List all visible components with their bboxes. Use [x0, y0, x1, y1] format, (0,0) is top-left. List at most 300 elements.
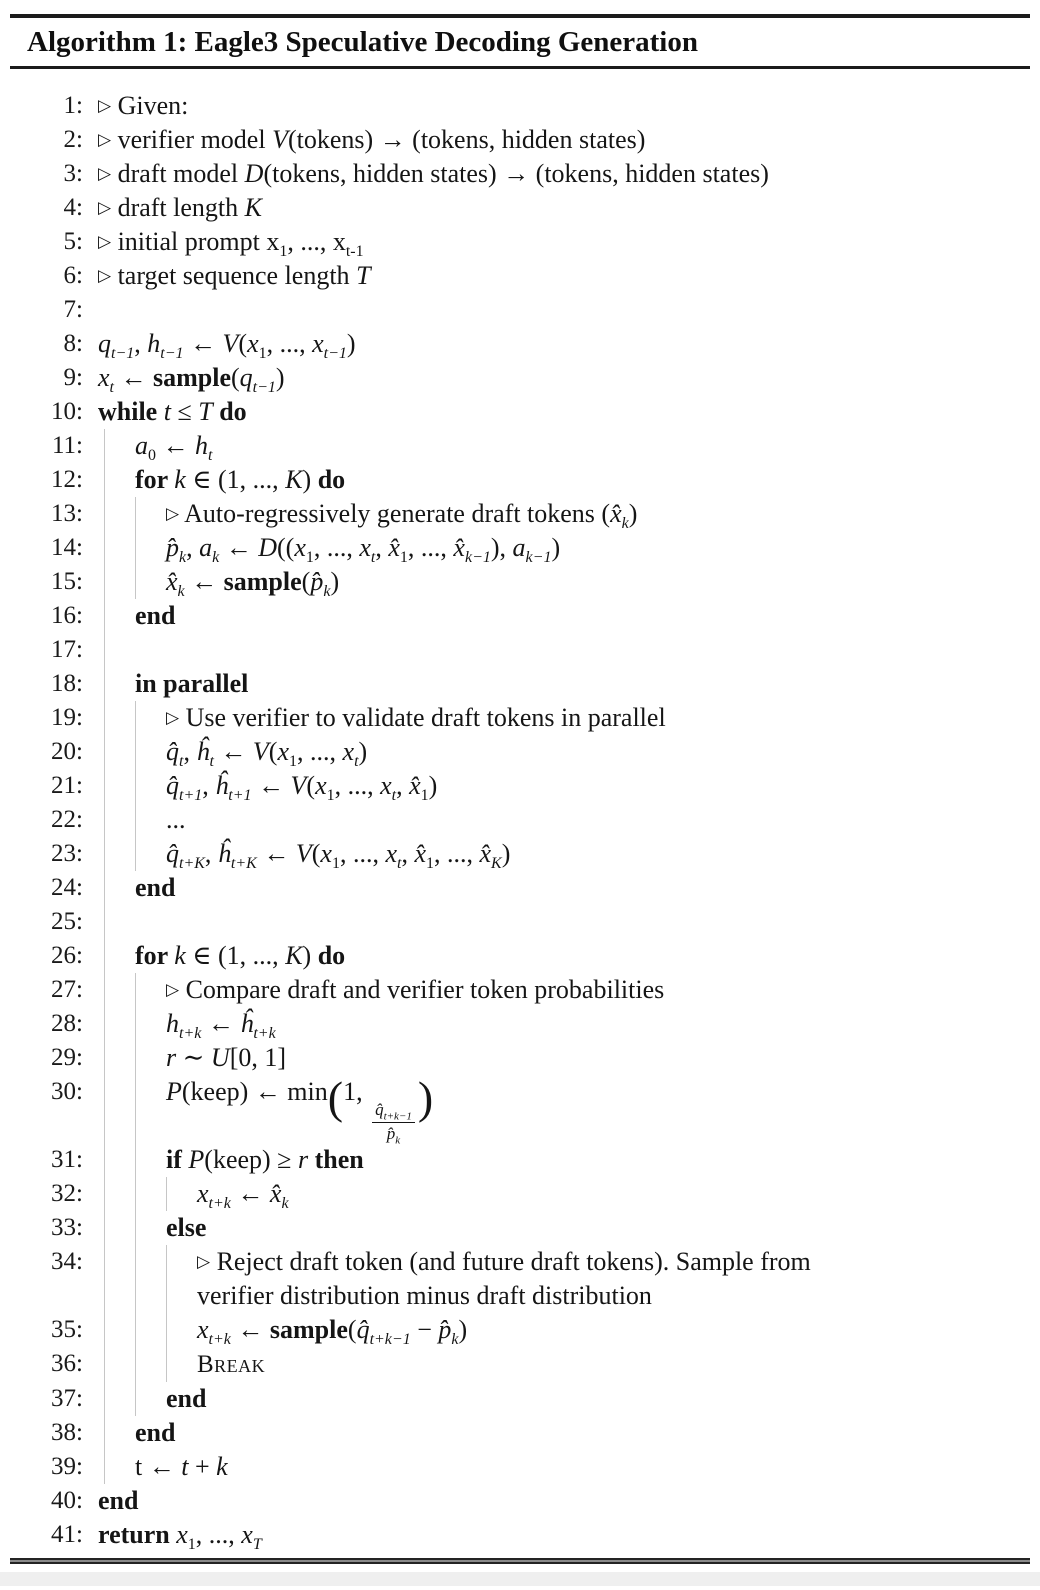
algorithm-line: [10, 531, 1030, 565]
algorithm-line: [10, 225, 1030, 259]
code-text: (: [311, 839, 321, 868]
keyword: then: [308, 1145, 364, 1175]
code-text: t-1: [345, 243, 364, 261]
indent-rule: [104, 769, 135, 803]
code-text: T: [356, 261, 371, 290]
line-number: 21:: [51, 772, 83, 799]
code-text: ,: [186, 533, 200, 562]
line-content: [135, 463, 1030, 497]
line-number: 29:: [51, 1044, 83, 1071]
code-text: ): [551, 533, 561, 562]
line-content: [166, 769, 1030, 803]
code-text: ,: [375, 533, 389, 562]
line-number: 39:: [51, 1453, 83, 1481]
line-content: [98, 293, 1030, 327]
line-number: 23:: [51, 840, 83, 867]
code-text: k: [177, 583, 185, 601]
line-content: [98, 395, 1030, 429]
code-text: q: [98, 329, 111, 358]
indent-rule: [166, 1313, 197, 1347]
indent-rule: [166, 1245, 197, 1313]
code-text: , ..., x: [287, 227, 346, 256]
line-content: [135, 1416, 1030, 1450]
line-content: [166, 1072, 1030, 1146]
line-number: 20:: [51, 738, 83, 765]
algorithm-line: [10, 769, 1030, 803]
code-text: 1: [326, 787, 335, 805]
code-text: t+k: [253, 1025, 276, 1043]
line-content: [135, 871, 1030, 905]
code-text: ): [417, 1072, 434, 1123]
code-text: V: [295, 839, 312, 868]
keyword: end: [98, 1486, 139, 1516]
line-content: [166, 1382, 1030, 1416]
line-content: [135, 429, 1030, 463]
indent-rule: [104, 735, 135, 769]
code-text: ): [358, 737, 368, 766]
code-text: x: [312, 329, 324, 358]
code-text: ĥ: [196, 737, 210, 766]
line-content: [197, 1347, 1030, 1382]
comment-marker-icon: ▷: [98, 96, 112, 115]
code-text: r: [166, 1043, 177, 1072]
algorithm-line: [10, 803, 1030, 837]
code-text: (: [301, 567, 311, 596]
code-text: h: [195, 431, 208, 460]
code-text: k: [179, 549, 187, 567]
line-number: 11:: [51, 432, 83, 459]
code-text: r: [297, 1145, 309, 1175]
code-text: t: [397, 855, 402, 873]
indent-rule: [135, 1245, 166, 1313]
indent-rule: [104, 1245, 135, 1313]
code-text: (keep) ≥: [204, 1145, 298, 1175]
indent-rule: [104, 837, 135, 871]
code-text: t−1: [323, 345, 347, 363]
indent-rule: [104, 1041, 135, 1075]
fraction: [372, 1100, 415, 1146]
code-text: q̂: [166, 771, 179, 800]
code-text: ∈ (1, ...,: [185, 941, 286, 970]
code-text: t−1: [160, 345, 184, 363]
line-content: [135, 599, 1030, 633]
code-text: K: [244, 193, 262, 222]
algorithm-line: [10, 905, 1030, 939]
indent-rule: [104, 1416, 135, 1450]
code-text: t+k: [208, 1331, 231, 1349]
line-content: [98, 157, 1030, 191]
indent-rule: [166, 1177, 197, 1211]
code-text: x: [315, 771, 327, 800]
code-text: p̂: [166, 533, 179, 562]
line-number: 10:: [51, 398, 83, 425]
code-text: [0, 1]: [229, 1043, 287, 1072]
line-content: [166, 837, 1030, 871]
code-text: (: [327, 1072, 344, 1123]
code-text: q̂: [166, 839, 179, 868]
line-number: 25:: [51, 908, 83, 935]
code-text: ←: [230, 1315, 270, 1345]
algorithm-line: [10, 361, 1030, 395]
code-text: x: [197, 1179, 209, 1209]
code-text: ): [330, 567, 340, 596]
code-text: , ...,: [434, 839, 480, 868]
indent-rule: [104, 701, 135, 735]
line-number: 3:: [63, 160, 83, 187]
algorithm-line: [10, 1211, 1030, 1245]
code-text: 1: [399, 549, 408, 567]
code-text: 1: [331, 855, 340, 873]
indent-rule: [104, 633, 135, 667]
code-text: x̂: [414, 839, 426, 868]
keyword: sample: [269, 1315, 348, 1345]
comment-marker-icon: ▷: [98, 266, 112, 285]
code-text: k−1: [464, 549, 491, 567]
code-text: (: [306, 771, 316, 800]
code-text: , ...,: [407, 533, 454, 562]
keyword: if: [166, 1145, 189, 1175]
algorithm-line: [10, 293, 1030, 327]
algorithm-line: [10, 701, 1030, 735]
line-number: 12:: [51, 466, 83, 493]
code-text: D: [258, 533, 277, 562]
indent-rule: [135, 1211, 166, 1245]
code-text: k: [323, 583, 331, 601]
algorithm-line: [10, 1041, 1030, 1075]
indent-rule: [166, 1347, 197, 1382]
line-content: [98, 191, 1030, 225]
code-text: ): [275, 363, 285, 392]
algorithm-line: [10, 1382, 1030, 1416]
code-text: x: [380, 771, 392, 800]
line-number: 34:: [51, 1248, 83, 1276]
line-content: [135, 667, 1030, 701]
code-text: ←: [230, 1179, 270, 1209]
algorithm-line: [10, 1518, 1030, 1552]
algorithm-line: [10, 667, 1030, 701]
code-text: , ...,: [339, 839, 386, 868]
indent-rule: [135, 1177, 166, 1211]
line-content: [98, 361, 1030, 395]
indent-rule: [104, 939, 135, 973]
algorithm-line: [10, 395, 1030, 429]
algorithm-line: [10, 837, 1030, 871]
code-text: T: [252, 1536, 262, 1554]
code-text: U: [210, 1043, 230, 1072]
code-text: t ←: [135, 1452, 182, 1482]
code-text: 1,: [343, 1077, 370, 1106]
algorithm-title: Algorithm 1: Eagle3 Speculative Decoding Generation: [27, 26, 698, 58]
code-text: a: [199, 533, 213, 562]
comment-marker-icon: ▷: [166, 980, 180, 999]
code-text: (: [347, 1315, 357, 1345]
code-text: k: [621, 515, 629, 533]
code-text: ): [628, 499, 638, 528]
keyword: for: [135, 941, 175, 970]
code-text: 1: [305, 549, 314, 567]
comment-marker-icon: ▷: [98, 130, 112, 149]
line-number: 1:: [63, 92, 83, 119]
code-text: t+k: [208, 1195, 231, 1213]
line-content: [166, 1041, 1030, 1075]
code-text: ←: [184, 567, 224, 596]
algorithm-line: [10, 565, 1030, 599]
code-text: T: [198, 397, 213, 426]
code-text: q: [239, 363, 253, 392]
keyword: end: [135, 601, 176, 630]
indent-rule: [135, 1075, 166, 1143]
line-content: [166, 735, 1030, 769]
indent-rule: [135, 973, 166, 1007]
code-text: q̂: [356, 1315, 370, 1345]
code-text: t: [163, 397, 171, 426]
code-text: P: [188, 1145, 205, 1175]
indent-rule: [104, 1177, 135, 1211]
code-text: 1: [258, 345, 267, 363]
algorithm-line: [10, 599, 1030, 633]
line-number: 41:: [51, 1521, 83, 1549]
code-text: ←: [156, 431, 195, 460]
keyword: do: [317, 941, 346, 970]
code-text: x: [385, 839, 397, 868]
indent-rule: [104, 1313, 135, 1347]
line-number: 24:: [51, 874, 83, 901]
code-text: (: [268, 737, 278, 766]
line-number: 38:: [51, 1419, 83, 1447]
code-text: t: [181, 1452, 189, 1482]
indent-rule: [104, 803, 135, 837]
line-content: [166, 1007, 1030, 1041]
line-number: 33:: [51, 1214, 83, 1242]
code-text: ĥ: [217, 839, 231, 868]
code-text: t: [370, 549, 376, 567]
code-text: ∼: [176, 1043, 211, 1072]
code-text: ...: [166, 805, 186, 834]
line-number: 28:: [51, 1010, 83, 1037]
algorithm-line: [10, 1416, 1030, 1450]
keyword: sample: [223, 567, 302, 596]
line-content: [166, 1143, 1030, 1177]
code-text: ĥ: [240, 1009, 254, 1038]
algorithm-line: [10, 1245, 1030, 1313]
bottom-strip: [0, 1572, 1040, 1586]
code-text: (keep) ← min: [181, 1077, 328, 1106]
code-text: x̂: [610, 499, 622, 528]
line-content: [135, 633, 1030, 667]
algorithm-line: [10, 871, 1030, 905]
code-text: k: [216, 1452, 228, 1482]
code-text: , ...,: [297, 737, 343, 766]
code-text: t: [391, 787, 397, 805]
line-content: [135, 1450, 1030, 1484]
code-text: t+k: [179, 1025, 202, 1043]
code-text: q̂: [375, 1100, 384, 1119]
code-text: t+K: [179, 855, 205, 873]
line-number: 40:: [51, 1487, 83, 1515]
line-number: 22:: [51, 806, 83, 833]
comment-marker-icon: ▷: [197, 1252, 211, 1272]
line-number: 17:: [51, 636, 83, 663]
code-text: initial prompt x: [111, 227, 280, 256]
line-number: 15:: [51, 568, 83, 595]
code-text: K: [491, 855, 502, 873]
code-text: ĥ: [215, 771, 229, 800]
indent-rule: [135, 803, 166, 837]
indent-rule: [104, 1382, 135, 1416]
line-number: 9:: [63, 364, 83, 391]
indent-rule: [104, 429, 135, 463]
keyword: end: [135, 873, 176, 902]
algorithm-line: [10, 157, 1030, 191]
line-content: [166, 1211, 1030, 1245]
line-number: 32:: [51, 1180, 83, 1208]
code-text: t+1: [179, 787, 203, 805]
indent-rule: [135, 1347, 166, 1382]
code-text: ←: [183, 329, 223, 358]
algorithm-line: [10, 1072, 1030, 1146]
line-number: 2:: [63, 126, 83, 153]
indent-rule: [104, 531, 135, 565]
code-text: , ...,: [266, 329, 313, 358]
code-text: ,: [401, 839, 415, 868]
line-content: [98, 89, 1030, 123]
algorithm-line: [10, 1484, 1030, 1518]
code-text: x: [241, 1520, 253, 1550]
code-text: x̂: [409, 771, 421, 800]
code-text: (: [231, 363, 240, 392]
code-text: t−1: [111, 345, 135, 363]
code-text: ∈ (1, ...,: [185, 465, 286, 494]
indent-rule: [135, 1143, 166, 1177]
code-text: t+k−1: [369, 1331, 411, 1349]
code-text: k: [281, 1195, 289, 1213]
line-content: [98, 327, 1030, 361]
code-text: 1: [187, 1536, 196, 1554]
algorithm-line: [10, 1007, 1030, 1041]
line-number: 6:: [63, 262, 83, 289]
code-text: 1: [279, 243, 288, 261]
code-text: 0: [148, 447, 156, 465]
code-text: V: [272, 125, 288, 154]
line-number: 13:: [51, 500, 83, 527]
code-text: verifier model: [111, 125, 273, 154]
code-text: x: [294, 533, 306, 562]
code-text: ≤: [170, 397, 199, 426]
code-text: 1: [289, 753, 298, 771]
code-text: ,: [183, 737, 197, 766]
indent-rule: [135, 837, 166, 871]
code-text: 1: [426, 855, 434, 873]
indent-rule: [135, 1382, 166, 1416]
code-text: ←: [251, 771, 291, 800]
indent-rule: [104, 565, 135, 599]
code-text: x: [176, 1520, 188, 1550]
code-text: x: [197, 1315, 209, 1345]
line-number: 16:: [51, 602, 83, 629]
line-content: [98, 259, 1030, 293]
line-content: [135, 939, 1030, 973]
indent-rule: [104, 599, 135, 633]
code-text: , ...,: [313, 533, 360, 562]
line-number: 14:: [51, 534, 83, 561]
bottom-rule: [10, 1558, 1030, 1564]
code-text: t+k−1: [383, 1110, 412, 1123]
algorithm-line: [10, 939, 1030, 973]
algorithm-line: [10, 89, 1030, 123]
code-text: p̂: [310, 567, 324, 596]
keyword: for: [135, 465, 175, 494]
code-text: t−1: [252, 379, 276, 397]
indent-rule: [104, 1347, 135, 1382]
code-text: ←: [219, 533, 259, 562]
code-text: ): [346, 329, 356, 358]
code-text: Break: [197, 1351, 266, 1379]
code-text: ): [302, 941, 318, 970]
code-text: draft model: [111, 159, 245, 188]
algorithm-line: [10, 633, 1030, 667]
line-number: 30:: [51, 1078, 83, 1105]
algorithm-line: [10, 1313, 1030, 1347]
comment-marker-icon: ▷: [166, 504, 180, 523]
code-text: x: [320, 839, 332, 868]
line-number: 36:: [51, 1350, 83, 1378]
code-text: −: [410, 1315, 439, 1345]
code-text: ←: [256, 839, 296, 868]
code-text: ): [428, 771, 438, 800]
line-content: [98, 123, 1030, 157]
indent-rule: [135, 565, 166, 599]
keyword: sample: [153, 363, 231, 392]
line-content: [98, 1518, 1030, 1552]
line-content: [98, 225, 1030, 259]
code-text: +: [188, 1452, 217, 1482]
code-text: x: [247, 329, 259, 358]
line-content: [166, 973, 1030, 1007]
code-text: ): [458, 1315, 468, 1345]
code-text: t: [209, 753, 214, 771]
code-text: (tokens, hidden states) → (tokens, hidden states): [263, 159, 769, 188]
algorithm-line: [10, 123, 1030, 157]
indent-rule: [104, 871, 135, 905]
code-text: ): [501, 839, 511, 868]
code-text: x̂: [269, 1179, 282, 1209]
code-text: Reject draft token (and future draft tokens). Sample from: [210, 1247, 811, 1277]
indent-rule: [104, 497, 135, 531]
algorithm-line: [10, 1143, 1030, 1177]
line-content: [197, 1245, 1030, 1313]
line-number: 5:: [63, 228, 83, 255]
keyword: end: [135, 1418, 176, 1448]
code-text: Compare draft and verifier token probabilities: [179, 975, 665, 1004]
line-content: [135, 905, 1030, 939]
code-text: Use verifier to validate draft tokens in parallel: [179, 703, 666, 732]
code-text: 1: [420, 787, 429, 805]
indent-rule: [135, 1313, 166, 1347]
code-text: q̂: [166, 737, 179, 766]
indent-rule: [135, 497, 166, 531]
code-text: k: [174, 941, 186, 970]
fraction-numerator: [372, 1100, 415, 1123]
algorithm-line: [10, 327, 1030, 361]
indent-rule: [135, 531, 166, 565]
code-text: V: [290, 771, 307, 800]
code-text: ←: [201, 1009, 241, 1038]
code-text: t: [109, 379, 114, 397]
code-text: target sequence length: [111, 261, 357, 290]
code-text: x̂: [453, 533, 465, 562]
code-text: ,: [204, 839, 218, 868]
code-text: (: [238, 329, 248, 358]
